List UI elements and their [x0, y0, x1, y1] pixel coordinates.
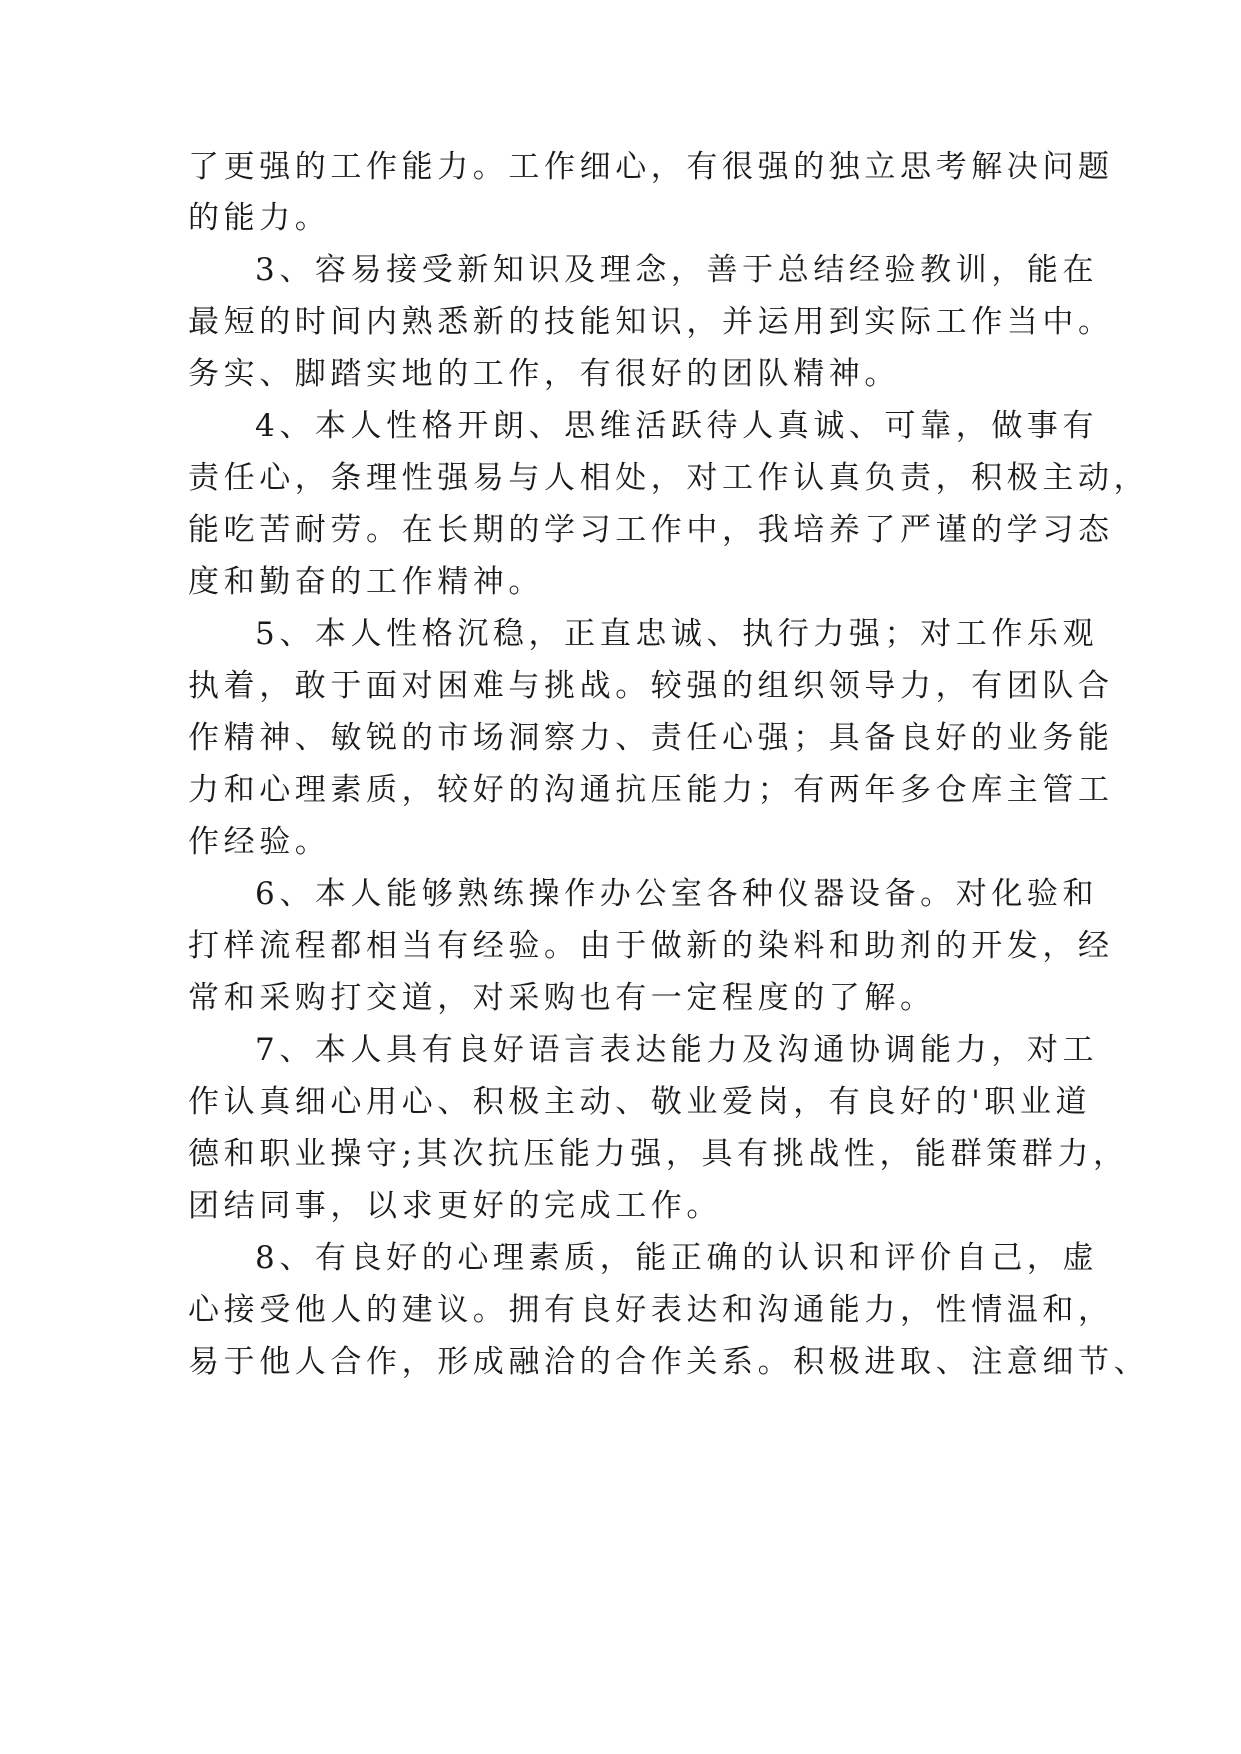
text-line: 心接受他人的建议。拥有良好表达和沟通能力，性情温和，	[188, 1292, 1114, 1328]
text-line: 务实、脚踏实地的工作，有很好的团队精神。	[188, 356, 900, 392]
text-line: 易于他人合作，形成融洽的合作关系。积极进取、注意细节、	[188, 1344, 1150, 1380]
text-line: 打样流程都相当有经验。由于做新的染料和助剂的开发，经	[188, 928, 1114, 964]
text-line: 7、本人具有良好语言表达能力及沟通协调能力，对工	[255, 1032, 1099, 1068]
text-line: 最短的时间内熟悉新的技能知识，并运用到实际工作当中。	[188, 304, 1114, 340]
text-line: 能吃苦耐劳。在长期的学习工作中，我培养了严谨的学习态	[188, 512, 1114, 548]
text-line: 作精神、敏锐的市场洞察力、责任心强；具备良好的业务能	[188, 720, 1114, 756]
text-line: 团结同事，以求更好的完成工作。	[188, 1188, 722, 1224]
text-line: 了更强的工作能力。工作细心，有很强的独立思考解决问题	[188, 149, 1114, 185]
text-line: 的能力。	[188, 200, 331, 236]
text-line: 常和采购打交道，对采购也有一定程度的了解。	[188, 980, 936, 1016]
text-line: 5、本人性格沉稳，正直忠诚、执行力强；对工作乐观	[255, 616, 1099, 652]
text-line: 责任心，条理性强易与人相处，对工作认真负责，积极主动，	[188, 460, 1150, 496]
text-line: 6、本人能够熟练操作办公室各种仪器设备。对化验和	[255, 876, 1099, 912]
text-line: 德和职业操守;其次抗压能力强，具有挑战性，能群策群力，	[188, 1136, 1129, 1172]
text-line: 力和心理素质，较好的沟通抗压能力；有两年多仓库主管工	[188, 772, 1114, 808]
text-line: 作经验。	[188, 824, 331, 860]
text-line: 8、有良好的心理素质，能正确的认识和评价自己，虚	[255, 1240, 1099, 1276]
text-line: 3、容易接受新知识及理念，善于总结经验教训，能在	[255, 252, 1099, 288]
text-line: 度和勤奋的工作精神。	[188, 564, 544, 600]
text-line: 执着，敢于面对困难与挑战。较强的组织领导力，有团队合	[188, 668, 1114, 704]
text-line: 作认真细心用心、积极主动、敬业爱岗，有良好的'职业道	[188, 1084, 1092, 1120]
text-line: 4、本人性格开朗、思维活跃待人真诚、可靠，做事有	[255, 408, 1099, 444]
